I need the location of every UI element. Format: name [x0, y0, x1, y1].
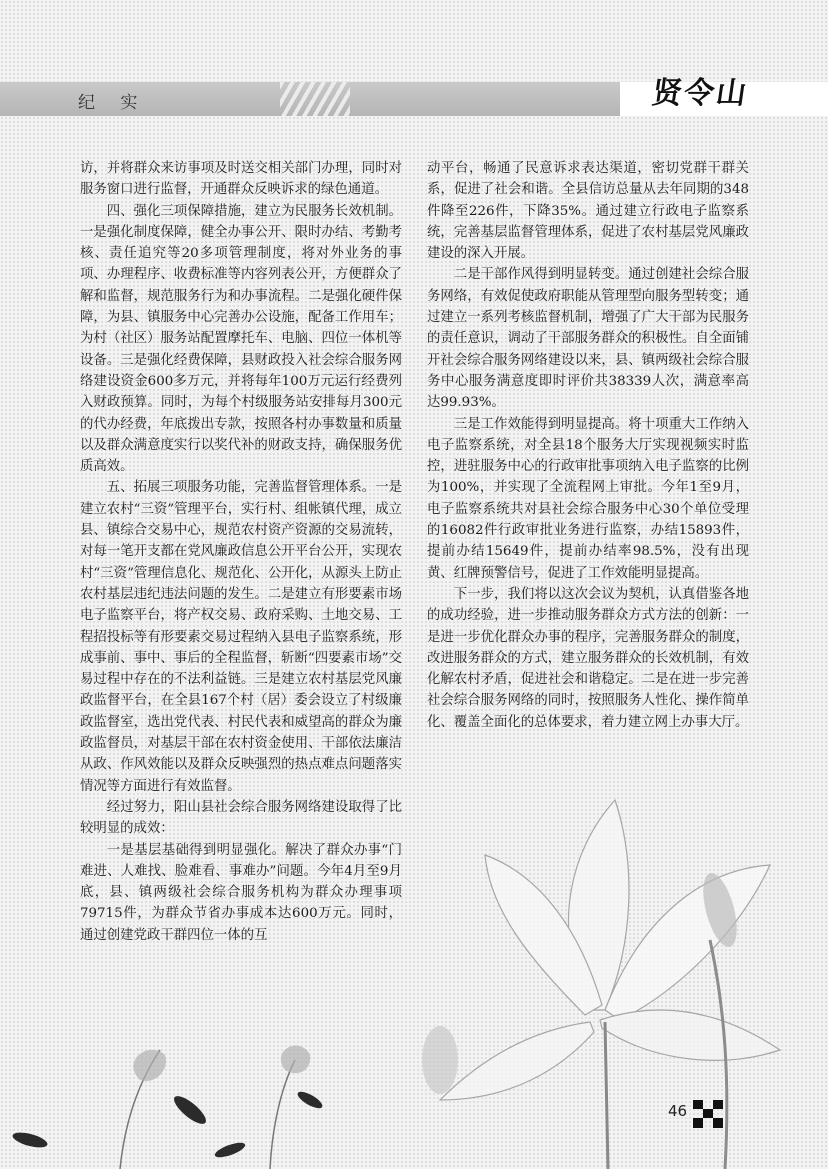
- paragraph: 五、拓展三项服务功能，完善监督管理体系。一是建立农村“三资”管理平台，实行村、组帐镇代理，成立县、镇综合交易中心，规范农村资产资源的交易流转，对每一笔开支都在党风廉政信息公开平台公开，实现农村“三资”管理信息化、规范化、公开化，从源头上防止农村基层违纪违法问题的发生。二是建立有形要素市场电子监察平台，将产权交易、政府采购、土地交易、工程招投标等有形要素交易过程纳入县电子监察系统，形成事前、事中、事后的全程监督，斩断“四要素市场”交易过程中存在的不法利益链。三是建立农村基层党风廉政监督平台，在全县167个村（居）委会设立了村级廉政监督室，选出党代表、村民代表和威望高的群众为廉政监督员，对基层干部在农村资金使用、干部依法廉洁从政、作风效能以及群众反映强烈的热点难点问题落实情况等方面进行有效监督。: [80, 480, 402, 794]
- header-stripes: [280, 82, 350, 116]
- section-label: 纪 实: [78, 93, 148, 113]
- paragraph: 动平台，畅通了民意诉求表达渠道，密切党群干群关系，促进了社会和谐。全县信访总量从去年同期的348件降至226件，下降35%。通过建立行政电子监察系统，完善基层监督管理体系，促进了农村基层党风廉政建设的深入开展。: [427, 161, 749, 262]
- paragraph: 三是工作效能得到明显提高。将十项重大工作纳入电子监察系统，对全县18个服务大厅实现视频实时监控，进驻服务中心的行政审批事项纳入电子监察的比例为100%，并实现了全流程网上审批。今年1至9月，电子监察系统共对县社会综合服务中心30个单位受理的16082件行政审批业务进行监察，办结15893件，提前办结15649件，提前办结率98.5%，没有出现黄、红牌预警信号，促进了工作效能明显提高。: [427, 416, 749, 581]
- paragraph: 四、强化三项保障措施，建立为民服务长效机制。一是强化制度保障，健全办事公开、限时办结、考勤考核、责任追究等20多项管理制度，将对外业务的事项、办理程序、收费标准等内容列表公开，方便群众了解和监督，规范服务行为和办事流程。二是强化硬件保障，为县、镇服务中心完善办公设施，配备工作用车；为村（社区）服务站配置摩托车、电脑、四位一体机等设备。三是强化经费保障，县财政投入社会综合服务网络建设资金600多万元，并将每年100万元运行经费列入财政预算。同时，为每个村级服务站安排每月300元的代办经费，年底拨出专款，按照各村办事数量和质量以及群众满意度实行以奖代补的财政支持，确保服务优质高效。: [80, 203, 402, 475]
- paragraph: 一是基层基础得到明显强化。解决了群众办事“门难进、人难找、脸难看、事难办”问题。今年4月至9月底，县、镇两级社会综合服务机构为群众办理事项79715件，为群众节省办事成本达600万元。同时，通过创建党政干群四位一体的互: [80, 842, 402, 943]
- right-text-column: [427, 158, 749, 733]
- paragraph: 下一步，我们将以这次会议为契机，认真借鉴各地的成功经验，进一步推动服务群众方式方法的创新：一是进一步优化群众办事的程序，完善服务群众的制度，改进服务群众的方式，建立服务群众的长效机制，有效化解农村矛盾，促进社会和谐稳定。二是在进一步完善社会综合服务网络的同时，按照服务人性化、操作简单化、覆盖全面化的总体要求，着力建立网上办事大厅。: [427, 586, 749, 730]
- paragraph: 二是干部作风得到明显转变。通过创建社会综合服务网络，有效促使政府职能从管理型向服务型转变；通过建立一系列考核监督机制，增强了广大干部为民服务的责任意识，调动了干部服务群众的积极性。自全面铺开社会综合服务网络建设以来，县、镇两级社会综合服务中心服务满意度即时评价共38339人次，满意率高达99.93%。: [427, 267, 749, 411]
- page-number: 46: [668, 1102, 688, 1120]
- paragraph: 经过努力，阳山县社会综合服务网络建设取得了比较明显的成效：: [80, 799, 402, 837]
- brand-logo: 贤令山: [649, 76, 751, 111]
- paragraph: 访，并将群众来访事项及时送交相关部门办理，同时对服务窗口进行监督，开通群众反映诉求的绿色通道。: [80, 161, 402, 198]
- lotus-illustration: [380, 760, 828, 1169]
- left-text-column: [80, 158, 402, 946]
- page-corner-mark-icon: [693, 1100, 723, 1128]
- fish-illustration: [0, 1040, 330, 1169]
